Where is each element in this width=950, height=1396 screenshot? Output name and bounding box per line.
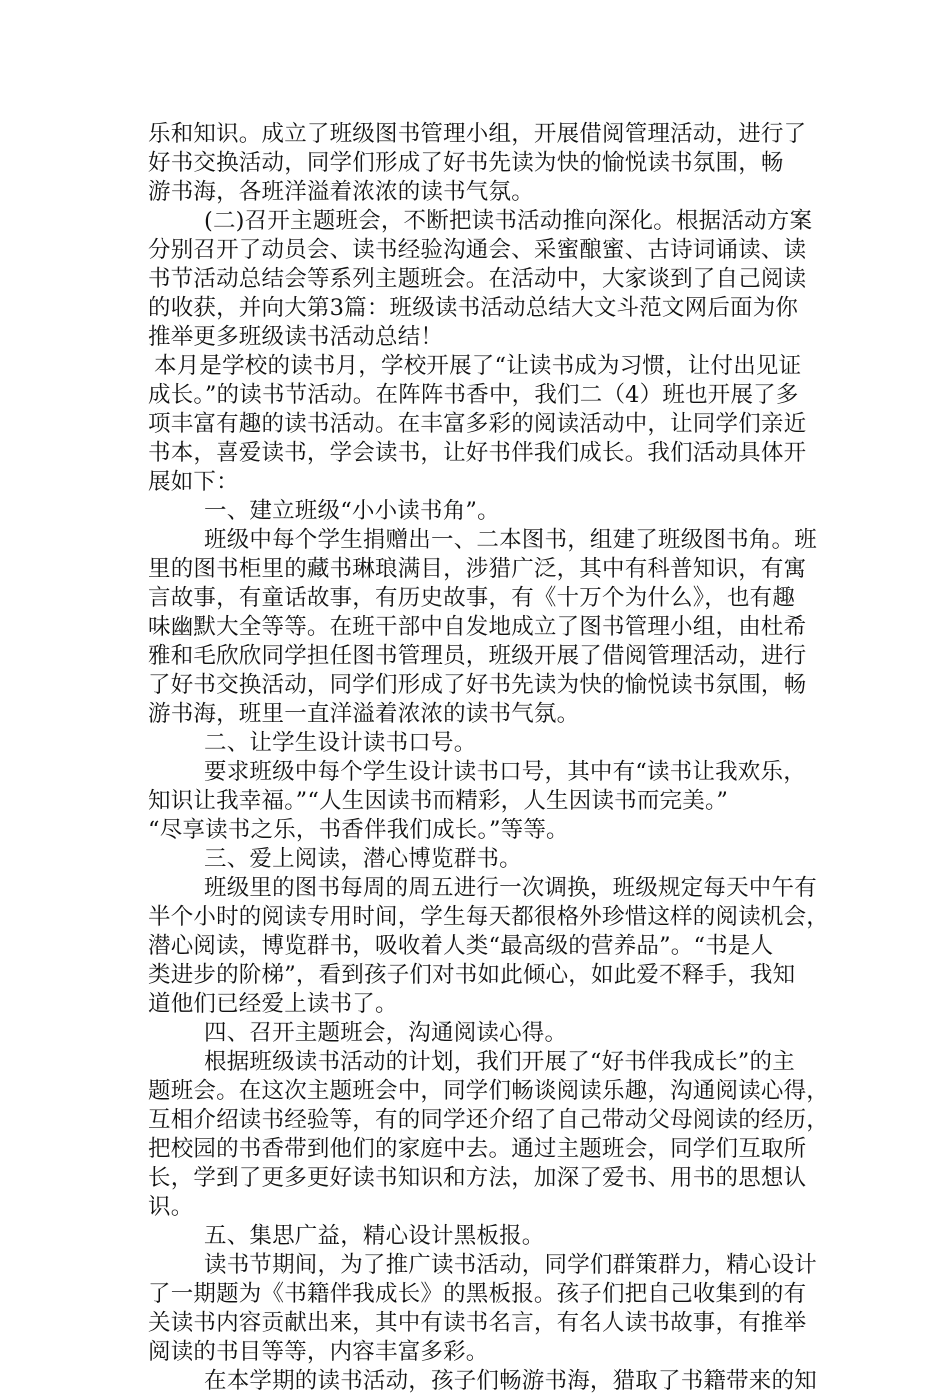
text-line: 关读书内容贡献出来，其中有读书名言，有名人读书故事，有推举 bbox=[148, 1310, 807, 1336]
text-line: 长，学到了更多更好读书知识和方法，加深了爱书、用书的思想认 bbox=[148, 1165, 807, 1191]
text-line: “尽享读书之乐，书香伴我们成长。”等等。 bbox=[148, 817, 569, 843]
text-line: 潜心阅读，博览群书，吸收着人类“最高级的营养品”。“书是人 bbox=[148, 933, 774, 959]
text-line: 书本，喜爱读书，学会读书，让好书伴我们成长。我们活动具体开 bbox=[148, 440, 807, 466]
text-line: 的收获，并向大第3篇：班级读书活动总结大文斗范文网后面为你 bbox=[148, 295, 799, 321]
text-line: 游书海，各班洋溢着浓浓的读书气氛。 bbox=[148, 179, 534, 205]
text-line: 类进步的阶梯”，看到孩子们对书如此倾心，如此爱不释手，我知 bbox=[148, 962, 796, 988]
text-line: 展如下： bbox=[148, 469, 239, 495]
text-line: 根据班级读书活动的计划，我们开展了“好书伴我成长”的主 bbox=[204, 1049, 795, 1075]
text-line: 题班会。在这次主题班会中，同学们畅谈阅读乐趣，沟通阅读心得， bbox=[148, 1078, 830, 1104]
text-line: 了好书交换活动，同学们形成了好书先读为快的愉悦读书氛围，畅 bbox=[148, 672, 807, 698]
text-line: 互相介绍读书经验等，有的同学还介绍了自己带动父母阅读的经历， bbox=[148, 1107, 830, 1133]
text-line: 四、召开主题班会，沟通阅读心得。 bbox=[204, 1020, 568, 1046]
text-line: 三、爱上阅读，潜心博览群书。 bbox=[204, 846, 522, 872]
text-line: 读书节期间，为了推广读书活动，同学们群策群力，精心设计 bbox=[204, 1252, 817, 1278]
text-line: 班级中每个学生捐赠出一、二本图书，组建了班级图书角。班 bbox=[204, 527, 817, 553]
text-line: 要求班级中每个学生设计读书口号，其中有“读书让我欢乐， bbox=[204, 759, 806, 785]
text-line: 半个小时的阅读专用时间，学生每天都很格外珍惜这样的阅读机会， bbox=[148, 904, 830, 930]
text-line: 五、集思广益，精心设计黑板报。 bbox=[204, 1223, 545, 1249]
text-line: 乐和知识。成立了班级图书管理小组，开展借阅管理活动，进行了 bbox=[148, 121, 807, 147]
text-line: 识。 bbox=[148, 1194, 194, 1220]
text-line: 分别召开了动员会、读书经验沟通会、采蜜酿蜜、古诗词诵读、读 bbox=[148, 237, 807, 263]
text-line: 班级里的图书每周的周五进行一次调换，班级规定每天中午有 bbox=[204, 875, 817, 901]
text-line: 言故事，有童话故事，有历史故事，有《十万个为什么》，也有趣 bbox=[148, 585, 796, 611]
text-line: 一、建立班级“小小读书角”。 bbox=[204, 498, 500, 524]
text-line: 游书海，班里一直洋溢着浓浓的读书气氛。 bbox=[148, 701, 580, 727]
text-line: 味幽默大全等等。在班干部中自发地成立了图书管理小组，由杜希 bbox=[148, 614, 807, 640]
text-line: 好书交换活动，同学们形成了好书先读为快的愉悦读书氛围，畅 bbox=[148, 150, 784, 176]
text-line: 推举更多班级读书活动总结！ bbox=[148, 324, 444, 350]
text-line: 项丰富有趣的读书活动。在丰富多彩的阅读活动中，让同学们亲近 bbox=[148, 411, 807, 437]
text-line: 了一期题为《书籍伴我成长》的黑板报。孩子们把自己收集到的有 bbox=[148, 1281, 807, 1307]
text-line: 二、让学生设计读书口号。 bbox=[204, 730, 477, 756]
text-line: 知识让我幸福。”“人生因读书而精彩，人生因读书而完美。” bbox=[148, 788, 729, 814]
text-line: 道他们已经爱上读书了。 bbox=[148, 991, 398, 1017]
text-line: 书节活动总结会等系列主题班会。在活动中，大家谈到了自己阅读 bbox=[148, 266, 807, 292]
text-line: (二)召开主题班会，不断把读书活动推向深化。根据活动方案 bbox=[204, 208, 813, 234]
text-line: 本月是学校的读书月，学校开展了“让读书成为习惯，让付出见证 bbox=[154, 353, 802, 379]
text-line: 成长。”的读书节活动。在阵阵书香中，我们二（4）班也开展了多 bbox=[148, 382, 799, 408]
document-body bbox=[148, 120, 830, 1396]
text-line: 阅读的书目等等，内容丰富多彩。 bbox=[148, 1339, 489, 1365]
text-line: 在本学期的读书活动，孩子们畅游书海，猎取了书籍带来的知 bbox=[204, 1368, 817, 1394]
text-line: 里的图书柜里的藏书琳琅满目，涉猎广泛，其中有科普知识，有寓 bbox=[148, 556, 807, 582]
text-line: 把校园的书香带到他们的家庭中去。通过主题班会，同学们互取所 bbox=[148, 1136, 807, 1162]
text-line: 雅和毛欣欣同学担任图书管理员，班级开展了借阅管理活动，进行 bbox=[148, 643, 807, 669]
